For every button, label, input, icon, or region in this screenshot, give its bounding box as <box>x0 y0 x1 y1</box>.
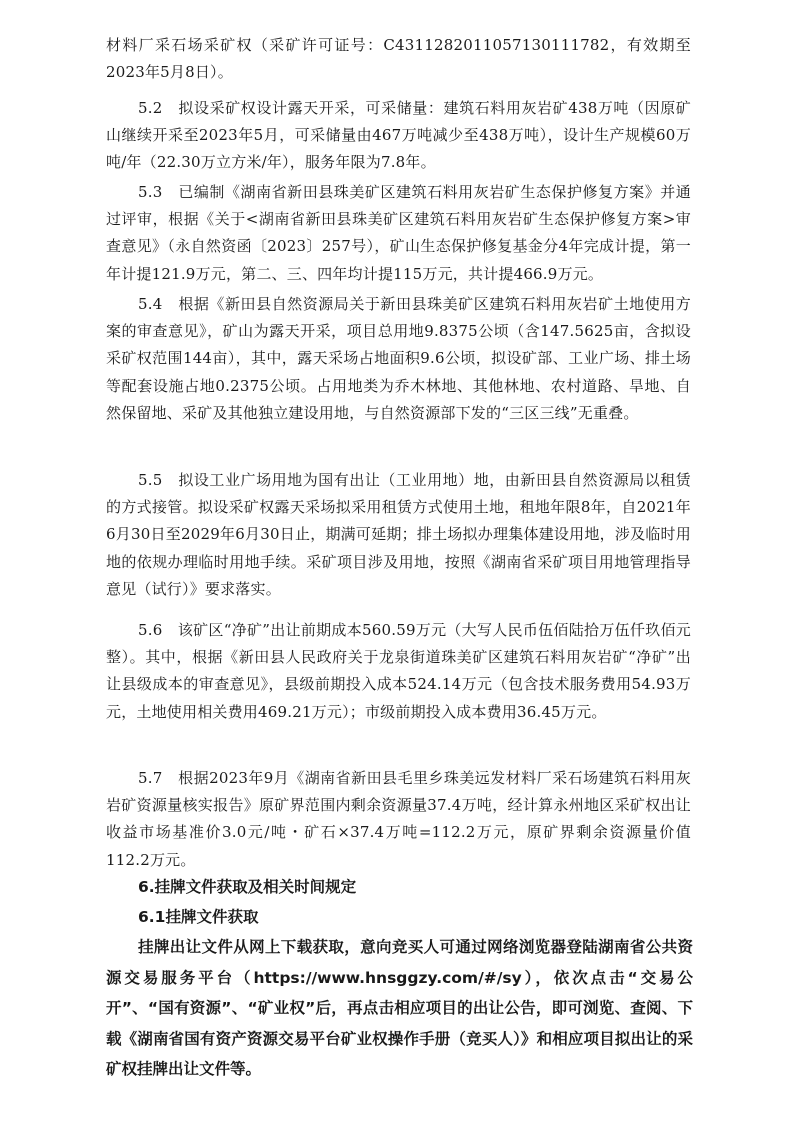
paragraph-5-2: 5.2 拟设采矿权设计露天开采，可采储量：建筑石料用灰岩矿438万吨（因原矿山继续开采至2023年5月，可采储量由467万吨减少至438万吨），设计生产规模60万吨/年（22.30万立方米/年），服务年限为7.8年。 <box>106 99 691 172</box>
paragraph-continuation: 材料厂采石场采矿权（采矿许可证号：C4311282011057130111782，有效期至2023年5月8日）。 <box>106 36 691 82</box>
paragraph-5-3: 5.3 已编制《湖南省新田县珠美矿区建筑石料用灰岩矿生态保护修复方案》并通过评审，根据《关于<湖南省新田县珠美矿区建筑石料用灰岩矿生态保护修复方案>审查意见》（永自然资函〔2023〕257号），矿山生态保护修复基金分4年完成计提，第一年计提121.9万元，第二、三、四年均计提115万元，共计提466.9万元。 <box>106 183 691 283</box>
paragraph-5-4: 5.4 根据《新田县自然资源局关于新田县珠美矿区建筑石料用灰岩矿土地使用方案的审查意见》，矿山为露天开采，项目总用地9.8375公顷（含147.5625亩，含拟设采矿权范围144亩），其中，露天采场占地面积9.6公顷，拟设矿部、工业广场、排土场等配套设施占地0.2375公顷。占用地类为乔木林地、其他林地、农村道路、旱地、自然保留地、采矿及其他独立建设用地，与自然资源部下发的“三区三线”无重叠。 <box>106 295 691 422</box>
paragraph-5-5: 5.5 拟设工业广场用地为国有出让（工业用地）地，由新田县自然资源局以租赁的方式接管。拟设采矿权露天采场拟采用租赁方式使用土地，租地年限8年，自2021年6月30日至2029年6月30日止，期满可延期；排土场拟办理集体建设用地，涉及临时用地的依规办理临时用地手续。采矿项目涉及用地，按照《湖南省采矿项目用地管理指导意见（试行）》要求落实。 <box>106 471 691 598</box>
section-heading-6-1: 6.1挂牌文件获取 <box>138 908 259 926</box>
paragraph-5-6: 5.6 该矿区“净矿”出让前期成本560.59万元（大写人民币伍佰陆拾万伍仟玖佰元整）。其中，根据《新田县人民政府关于龙泉街道珠美矿区建筑石料用灰岩矿“净矿”出让县级成本的审查意见》，县级前期投入成本524.14万元（包含技术服务费用54.93万元，土地使用相关费用469.21万元）；市级前期投入成本费用36.45万元。 <box>106 621 691 721</box>
paragraph-6-1: 挂牌出让文件从网上下载获取，意向竞买人可通过网络浏览器登陆湖南省公共资源交易服务平台（https://www.hnsggzy.com/#/sy），依次点击“交易公开”、“国有资源”、“矿业权”后，再点击相应项目的出让公告，即可浏览、查阅、下载《湖南省国有资产资源交易平台矿业权操作手册（竞买人）》和相应项目拟出让的采矿权挂牌出让文件等。 <box>106 938 693 1079</box>
paragraph-5-7: 5.7 根据2023年9月《湖南省新田县毛里乡珠美远发材料厂采石场建筑石料用灰岩矿资源量核实报告》原矿界范围内剩余资源量37.4万吨，经计算永州地区采矿权出让收益市场基准价3.0元/吨・矿石×37.4万吨=112.2万元，原矿界剩余资源量价值112.2万元。 <box>106 769 691 869</box>
section-heading-6: 6.挂牌文件获取及相关时间规定 <box>138 878 357 896</box>
